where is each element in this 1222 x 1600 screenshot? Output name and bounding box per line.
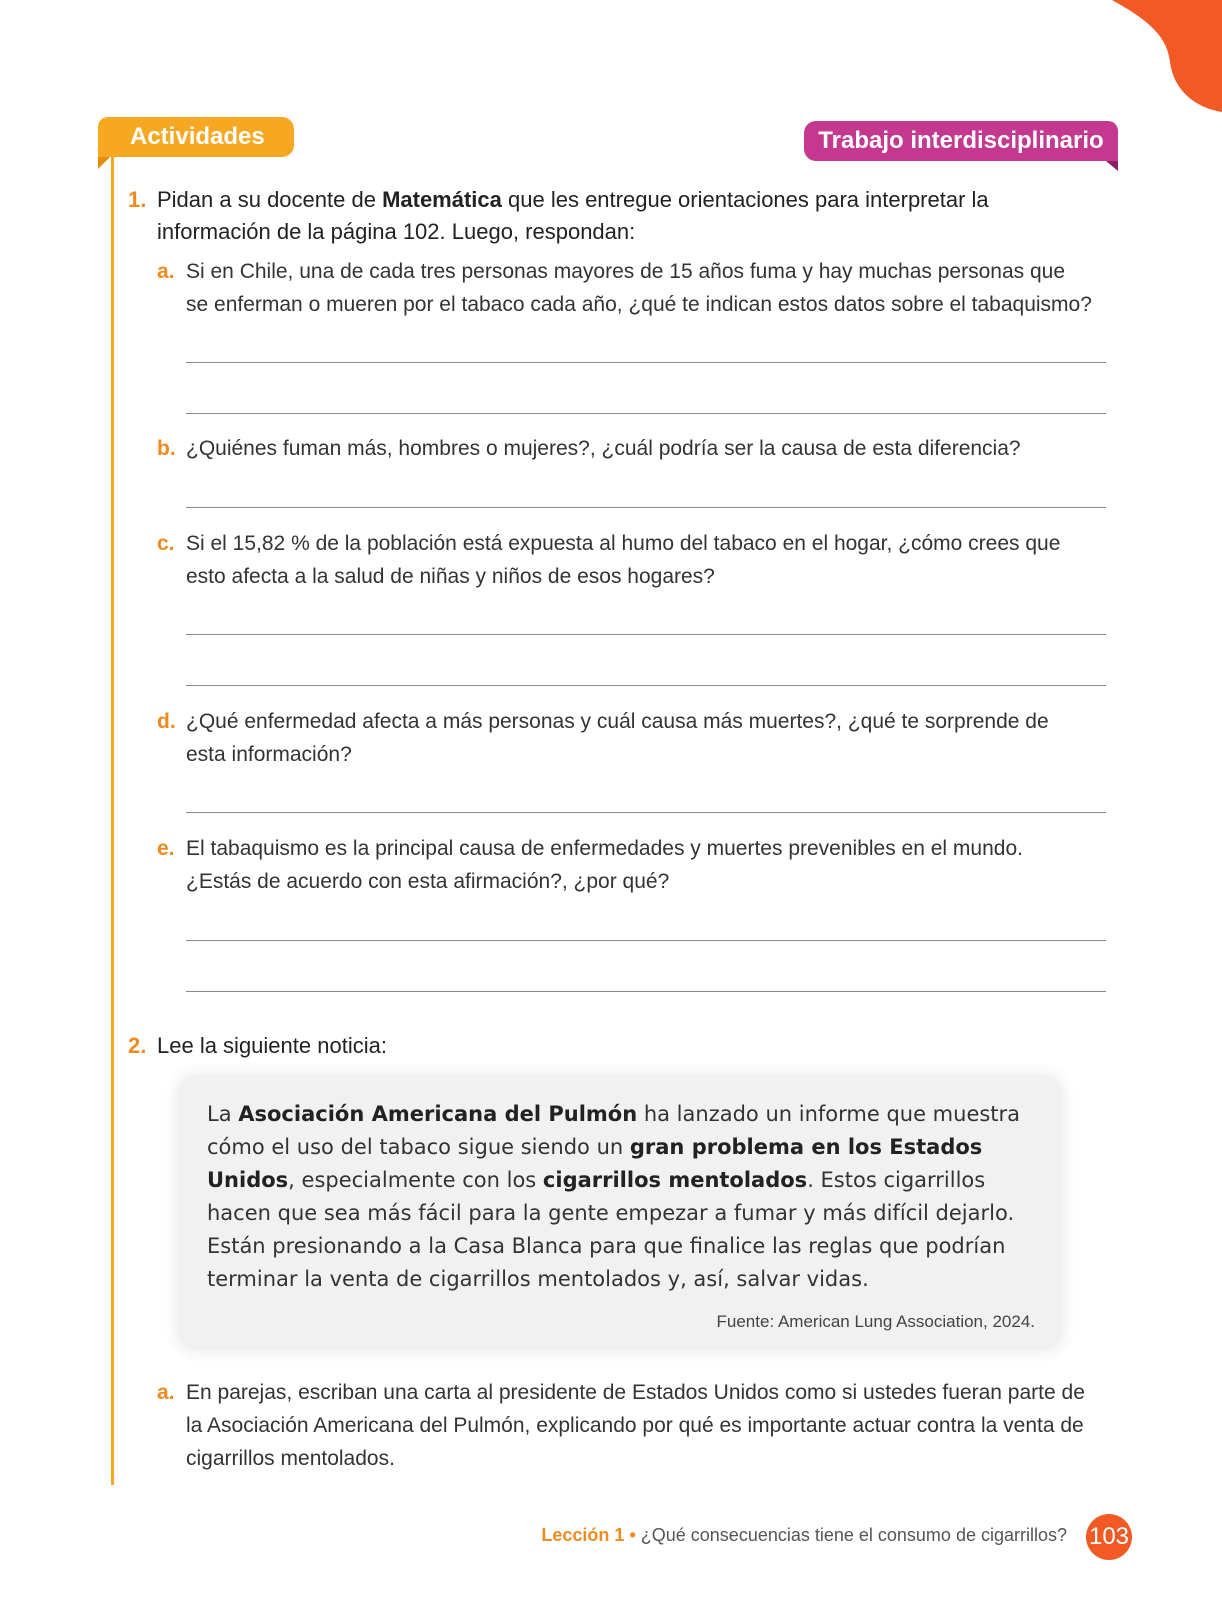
interdisciplinary-tab: Trabajo interdisciplinario — [804, 121, 1118, 161]
question-1b — [157, 432, 1092, 465]
answer-line[interactable] — [186, 940, 1106, 941]
footer-lesson-title — [541, 1525, 1067, 1546]
item-text: En parejas, escriban una carta al presidente de Estados Unidos como si ustedes fueran parte de la Asociación Americana del Pulmón, explicando por qué es importante actuar contra la venta de cigarrillos mentolados. — [186, 1381, 1085, 1470]
question-1d — [157, 705, 1092, 771]
answer-line[interactable] — [186, 362, 1106, 363]
item-letter: c. — [157, 532, 175, 555]
item-letter: d. — [157, 710, 176, 733]
question-number: 2. — [128, 1033, 147, 1058]
activities-tab: Actividades — [98, 117, 294, 157]
item-letter: a. — [157, 1381, 175, 1404]
lesson-title: ¿Qué consecuencias tiene el consumo de cigarrillos? — [640, 1525, 1067, 1545]
question-1c — [157, 527, 1092, 593]
news-source: Fuente: American Lung Association, 2024. — [716, 1312, 1035, 1331]
page-number: 103 — [1086, 1514, 1132, 1560]
answer-line[interactable] — [186, 812, 1106, 813]
interdisciplinary-tab-fold — [1106, 161, 1118, 171]
question-1 — [128, 184, 1058, 248]
question-2 — [128, 1030, 1058, 1062]
question-text: Lee la siguiente noticia: — [157, 1033, 387, 1058]
item-text: Si el 15,82 % de la población está expuesta al humo del tabaco en el hogar, ¿cómo crees que esto afecta a la salud de niñas y niños de esos hogares? — [186, 532, 1061, 588]
corner-decoration — [1112, 0, 1222, 120]
item-text: ¿Quiénes fuman más, hombres o mujeres?, ¿cuál podría ser la causa de esta diferencia? — [186, 437, 1021, 460]
separator: • — [629, 1525, 636, 1545]
answer-line[interactable] — [186, 685, 1106, 686]
activities-tab-fold — [98, 157, 110, 169]
answer-line[interactable] — [186, 991, 1106, 992]
question-1a — [157, 255, 1092, 321]
section-side-line — [111, 157, 114, 1485]
item-text: Si en Chile, una de cada tres personas mayores de 15 años fuma y hay muchas personas que se enferman o mueren por el tabaco cada año, ¿qué te indican estos datos sobre el tabaquismo? — [186, 260, 1092, 316]
item-text: El tabaquismo es la principal causa de enfermedades y muertes prevenibles en el mundo. ¿Estás de acuerdo con esta afirmación?, ¿por qué? — [186, 837, 1023, 893]
question-2a — [157, 1376, 1092, 1475]
question-text: Pidan a su docente de Matemática que les entregue orientaciones para interpretar la información de la página 102. Luego, respondan: — [157, 187, 989, 244]
answer-line[interactable] — [186, 413, 1106, 414]
item-letter: e. — [157, 837, 175, 860]
item-text: ¿Qué enfermedad afecta a más personas y cuál causa más muertes?, ¿qué te sorprende de esta información? — [186, 710, 1049, 766]
lesson-label: Lección 1 — [541, 1525, 625, 1545]
news-text: La Asociación Americana del Pulmón ha lanzado un informe que muestra cómo el uso del tabaco sigue siendo un gran problema en los Estados Unidos, especialmente con los cigarrillos mentolados. Estos cigarrillos hacen que sea más fácil para la gente empezar a fumar y más difícil dejarlo. Están presionando a la Casa Blanca para que finalice las reglas que podrían terminar la venta de cigarrillos mentolados y, así, salvar vidas. — [207, 1102, 1021, 1291]
question-number: 1. — [128, 187, 147, 212]
answer-line[interactable] — [186, 634, 1106, 635]
question-1e — [157, 832, 1092, 898]
answer-line[interactable] — [186, 507, 1106, 508]
item-letter: b. — [157, 437, 176, 460]
item-letter: a. — [157, 260, 175, 283]
